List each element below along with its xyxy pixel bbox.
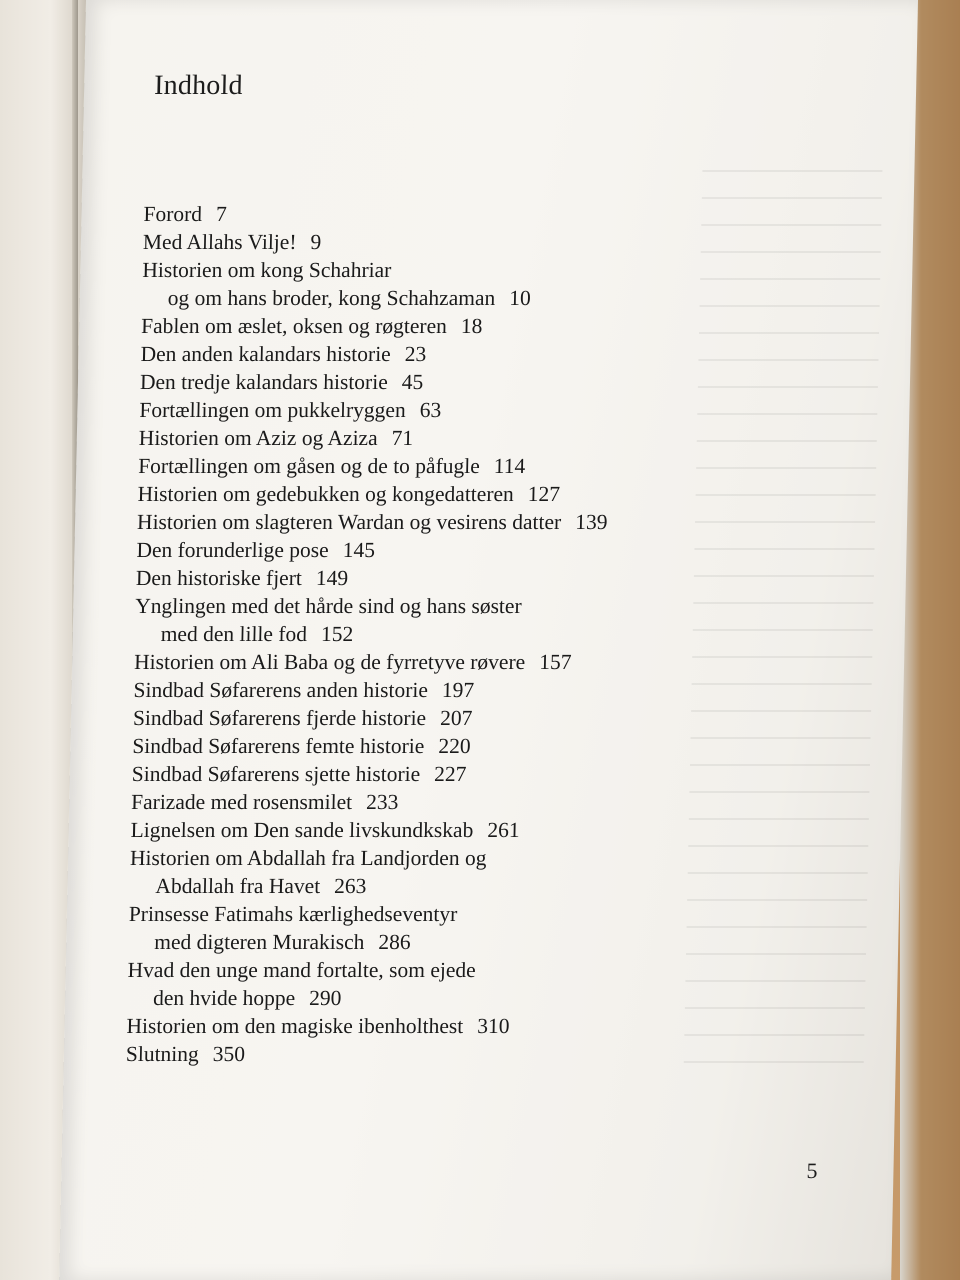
toc-entry-title: Historien om kong Schahriar [142,258,392,282]
toc-entry-title: Den forunderlige pose [136,538,329,562]
toc-entry-title: Ynglingen med det hårde sind og hans søster [135,594,522,618]
toc-entry-page-number: 263 [333,874,367,898]
toc-entry-continuation [127,984,828,1012]
toc-entry-title: Slutning [125,1042,200,1066]
toc-entry [140,340,841,368]
toc-entry-continuation-text: Abdallah fra Havet [155,874,321,898]
toc-entry-page-number: 350 [212,1042,246,1066]
toc-entry-continuation-text: og om hans broder, kong Schahzaman [167,286,496,310]
toc-entry-page-number: 290 [308,986,342,1010]
toc-entry [131,788,832,816]
toc-entry [134,648,835,676]
toc-entry-page-number: 7 [215,202,228,226]
toc-entry-title: Sindbad Søfarerens sjette historie [131,762,421,786]
toc-entry-title: Fortællingen om gåsen og de to påfugle [137,454,481,478]
toc-entry-title: Historien om Ali Baba og de fyrretyve røvere [133,650,526,674]
toc-entry-page-number: 114 [493,454,526,478]
toc-entry [126,1012,827,1040]
page-content [59,0,918,1280]
page-number: 5 [806,1158,818,1183]
toc-entry-continuation-text: med den lille fod [160,622,308,646]
toc-entry [137,508,838,536]
toc-entry [139,396,840,424]
toc-entry-page-number: 197 [441,678,475,702]
toc-entry [129,844,830,900]
toc-entry-page-number: 18 [460,314,483,338]
toc-entry [141,256,842,312]
toc-entry-page-number: 9 [310,230,322,254]
toc-entry [139,424,840,452]
toc-entry-title: Historien om Abdallah fra Landjorden og [129,846,487,870]
toc-entry-page-number: 45 [401,370,424,394]
toc-entry-page-number: 139 [574,510,608,534]
toc-entry-title: Lignelsen om Den sande livskundkskab [130,818,474,842]
toc-entry-page-number: 286 [378,930,411,954]
toc-entry [136,564,837,592]
toc-entry-page-number: 127 [527,482,561,506]
toc-entry-page-number: 152 [320,622,354,646]
toc-entry [133,676,834,704]
toc-entry-page-number: 145 [342,538,376,562]
toc-entry [131,760,832,788]
toc-entry [134,592,835,648]
page-title: Indhold [153,70,244,101]
toc-entry-continuation-text: den hvide hoppe [152,986,296,1010]
toc-entry-page-number: 63 [419,398,442,422]
toc-entry [132,732,833,760]
toc-entry [127,956,828,1012]
toc-entry-continuation-text: med digteren Murakisch [154,930,365,954]
toc-entry-title: Den tredje kalandars historie [139,370,389,394]
toc-entry-title: Hvad den unge mand fortalte, som ejede [127,958,477,982]
book-page [59,0,918,1280]
toc-entry [140,368,841,396]
toc-entry-continuation [128,928,829,956]
toc-entry-page-number: 23 [404,342,427,366]
toc-entry-title: Farizade med rosensmilet [130,790,353,814]
toc-entry [143,200,844,228]
toc-entry-title: Den historiske fjert [135,566,303,590]
toc-entry-continuation [141,284,842,312]
toc-entry-page-number: 310 [477,1014,510,1038]
toc-entry-page-number: 227 [433,762,467,786]
toc-entry-title: Den anden kalandars historie [140,342,391,366]
toc-entry-page-number: 220 [438,734,471,758]
table-of-contents [126,200,844,1068]
toc-entry [128,900,829,956]
toc-entry-continuation [129,872,830,900]
toc-entry-title: Sindbad Søfarerens anden historie [133,678,429,702]
toc-entry-continuation [134,620,835,648]
toc-entry-page-number: 261 [487,818,520,842]
toc-entry-title: Historien om slagteren Wardan og vesirens datter [136,510,562,534]
toc-entry-page-number: 71 [391,426,414,450]
toc-entry [136,536,837,564]
toc-entry [138,452,839,480]
toc-entry-page-number: 149 [315,566,349,590]
toc-entry-title: Historien om den magiske ibenholthest [126,1014,464,1038]
toc-entry [143,228,844,256]
toc-entry-title: Sindbad Søfarerens femte historie [132,734,425,758]
toc-entry [133,704,834,732]
toc-entry [126,1040,827,1068]
toc-entry-page-number: 233 [365,790,399,814]
toc-entry-title: Historien om Aziz og Aziza [138,426,378,450]
toc-entry-title: Prinsesse Fatimahs kærlighedseventyr [128,902,458,926]
toc-entry-title: Historien om gedebukken og kongedatteren [137,482,515,506]
toc-entry-title: Fablen om æslet, oksen og røgteren [140,314,448,338]
toc-entry [137,480,838,508]
toc-entry-title: Forord [143,202,203,226]
toc-entry-page-number: 207 [439,706,473,730]
toc-entry [130,816,831,844]
toc-entry-page-number: 10 [509,286,532,310]
toc-entry-title: Sindbad Søfarerens fjerde historie [132,706,427,730]
toc-entry-title: Med Allahs Vilje! [142,230,297,254]
toc-entry-page-number: 157 [538,650,572,674]
toc-entry [141,312,842,340]
toc-entry-title: Fortællingen om pukkelryggen [139,398,407,422]
